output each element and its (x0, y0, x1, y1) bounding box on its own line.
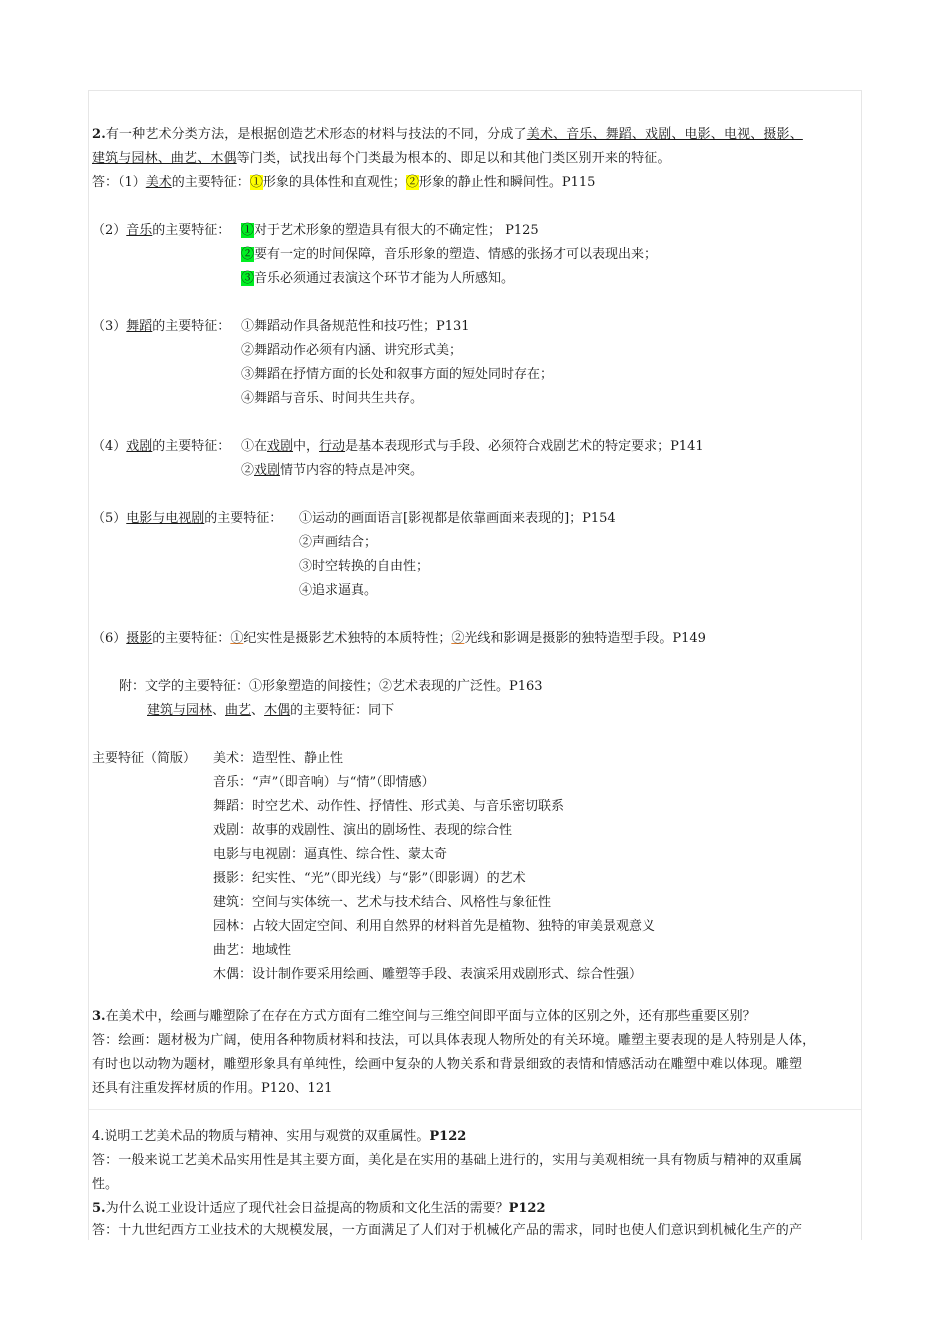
drama-item: ②戏剧情节内容的特点是冲突。 (241, 463, 424, 478)
q2-line-1: 2.有一种艺术分类方法，是根据创造艺术形态的材料与技法的不同，分成了美术、音乐、舞蹈、戏剧、电影、电视、摄影、 (92, 127, 803, 142)
music-item: ②要有一定的时间保障，音乐形象的塑造、情感的张扬才可以表现出来； (241, 247, 658, 262)
summary-item: 美术：造型性、静止性 (213, 751, 344, 766)
summary-item: 木偶：设计制作要采用绘画、雕塑等手段、表演采用戏剧形式、综合性强） (213, 967, 643, 982)
music-item: ①对于艺术形象的塑造具有很大的不确定性； P125 (241, 223, 539, 238)
answer-dance: （3）舞蹈的主要特征： (92, 319, 231, 334)
drama-item: ①在戏剧中，行动是基本表现形式与手段、必须符合戏剧艺术的特定要求；P141 (241, 439, 704, 454)
summary-item: 园林：占较大固定空间、利用自然界的材料首先是植物、独特的审美景观意义 (213, 919, 656, 934)
q2-line-2: 建筑与园林、曲艺、木偶等门类，试找出每个门类最为根本的、即足以和其他门类区别开来的特征。 (92, 151, 671, 166)
film-item: ③时空转换的自由性； (299, 559, 430, 574)
summary-item: 建筑：空间与实体统一、艺术与技术结合、风格性与象征性 (213, 895, 552, 910)
q3-answer-line: 还具有注重发挥材质的作用。P120、121 (92, 1081, 333, 1096)
q3-question: 3.在美术中，绘画与雕塑除了在存在方式方面有二维空间与三维空间即平面与立体的区别之外，还有那些重要区别？ (92, 1009, 756, 1024)
appendix-literature: 附：文学的主要特征：①形象塑造的间接性；②艺术表现的广泛性。P163 (119, 679, 543, 694)
q5-answer-line: 答：十九世纪西方工业技术的大规模发展，一方面满足了人们对于机械化产品的需求，同时也使人们意识到机械化生产的产 (92, 1223, 803, 1238)
dance-item: ①舞蹈动作具备规范性和技巧性；P131 (241, 319, 470, 334)
answer-film-tv: （5）电影与电视剧的主要特征： (92, 511, 283, 526)
q4-answer-line: 性。 (92, 1177, 119, 1192)
answer-photography: （6）摄影的主要特征：①纪实性是摄影艺术独特的本质特性；②光线和影调是摄影的独特造型手段。P149 (92, 631, 706, 646)
summary-item: 舞蹈：时空艺术、动作性、抒情性、形式美、与音乐密切联系 (213, 799, 565, 814)
film-item: ④追求逼真。 (299, 583, 378, 598)
answer-music: （2）音乐的主要特征： (92, 223, 231, 238)
film-item: ①运动的画面语言[影视都是依靠画面来表现的]；P154 (299, 511, 616, 526)
summary-item: 电影与电视剧：逼真性、综合性、蒙太奇 (213, 847, 448, 862)
q5-question: 5.为什么说工业设计适应了现代社会日益提高的物质和文化生活的需要？P122 (92, 1201, 546, 1216)
document-page (88, 90, 862, 1240)
q4-answer-line: 答：一般来说工艺美术品实用性是其主要方面，美化是在实用的基础上进行的，实用与美观相统一具有物质与精神的双重属 (92, 1153, 803, 1168)
summary-heading: 主要特征（简版） (92, 751, 197, 766)
q3-answer-line: 答：绘画：题材极为广阔，使用各种物质材料和技法，可以具体表现人物所处的有关环境。雕塑主要表现的是人特别是人体， (92, 1033, 816, 1048)
divider (89, 1109, 861, 1110)
answer-fine-art: 答：（1）美术的主要特征：①形象的具体性和直观性；②形象的静止性和瞬间性。P115 (92, 175, 596, 190)
answer-drama: （4）戏剧的主要特征： (92, 439, 231, 454)
q2-number: 2. (92, 127, 106, 142)
q3-answer-line: 有时也以动物为题材，雕塑形象具有单纯性，绘画中复杂的人物关系和背景细致的表情和情感活动在雕塑中难以体现。雕塑 (92, 1057, 803, 1072)
appendix-others: 建筑与园林、曲艺、木偶的主要特征：同下 (147, 703, 395, 718)
q2-art-categories: 美术、音乐、舞蹈、戏剧、电影、电视、摄影、 (526, 127, 803, 142)
dance-item: ③舞蹈在抒情方面的长处和叙事方面的短处同时存在； (241, 367, 554, 382)
summary-item: 戏剧：故事的戏剧性、演出的剧场性、表现的综合性 (213, 823, 513, 838)
summary-item: 摄影：纪实性、“光”（即光线）与“影”（即影调）的艺术 (213, 871, 526, 886)
dance-item: ②舞蹈动作必须有内涵、讲究形式美； (241, 343, 463, 358)
summary-item: 音乐：“声”（即音响）与“情”（即情感） (213, 775, 435, 790)
summary-item: 曲艺：地域性 (213, 943, 292, 958)
dance-item: ④舞蹈与音乐、时间共生共存。 (241, 391, 424, 406)
music-item: ③音乐必须通过表演这个环节才能为人所感知。 (241, 271, 515, 286)
film-item: ②声画结合； (299, 535, 378, 550)
q4-question: 4.说明工艺美术品的物质与精神、实用与观赏的双重属性。P122 (92, 1129, 467, 1144)
